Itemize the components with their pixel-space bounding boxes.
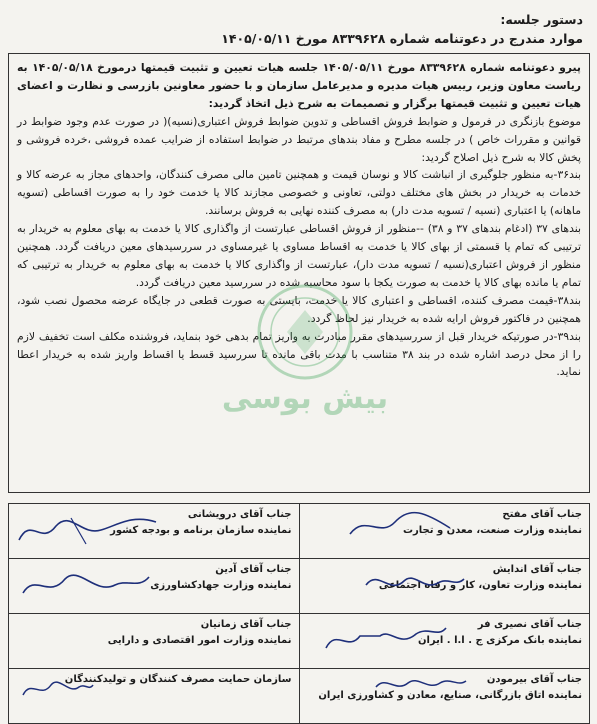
signatory-name: جناب آقای آدین (215, 564, 292, 575)
agenda-label: دستور جلسه: (500, 12, 583, 27)
agenda-header (13, 10, 583, 50)
signatory-name: جناب آقای بیرمودن (486, 674, 582, 685)
signatory-name: جناب آقای اندایش (492, 564, 582, 575)
signatory-name: جناب آقای مفتح (502, 509, 582, 520)
watermark-text: بیش بوسی (221, 381, 389, 416)
signatory-cell (299, 614, 590, 669)
signatures-table (8, 503, 590, 724)
paragraph-clause-39: بند۳۹-در صورتیکه خریدار قبل از سررسیدهای مقرر مبادرت به واریز تمام بدهی خود بنماید، فروشنده مکلف است تخفیف لازم را از محل درصد اشاره شده در بند ۳۸ متناسب با مدت باقی مانده تا سررسید قسط یا اقساط واریز شده به خریدار اعطا نماید. (17, 329, 581, 379)
signatory-cell (9, 559, 300, 614)
intro-paragraph: پیرو دعوتنامه شماره ۸۳۳۹۶۲۸ مورخ ۱۴۰۵/۰۵/۱۱ جلسه هیات تعیین و تثبیت قیمتها درمورخ ۱۴۰۵/۰۵/۱۸ به ریاست معاون وزیر، رییس هیات مدیره و مدیرعامل سازمان و با حضور معاونین بازرسی و نظارت و اعضای هیات تعیین و تثبیت قیمتها برگزار و تصمیمات به شرح ذیل اتخاذ گردید: (17, 61, 581, 110)
signatory-org: نماینده سازمان برنامه و بودجه کشور (110, 525, 292, 536)
signatory-org: نماینده وزارت صنعت، معدن و تجارت (402, 525, 582, 536)
signatory-cell (299, 504, 590, 559)
signatory-name: جناب آقای زمانیان (200, 619, 292, 630)
minutes-content (8, 53, 590, 493)
paragraph-revision: موضوع بازنگری در فرمول و ضوابط فروش اقساطی و تدوین ضوابط فروش اعتباری(نسیه)( در صورت عدم وجود ضوابط در قوانین و مقررات خاص ) در جلسه مطرح و مفاد بندهای مرتبط در ضوابط استفاده از ضرایب عمده فروشی ،خرده فروشی و پخش کالا به شرح ذیل اصلاح گردید: (17, 114, 581, 164)
signatory-name: جناب آقای نصیری فر (477, 619, 582, 630)
signatory-org: نماینده وزارت جهادکشاورزی (150, 580, 292, 591)
signatory-cell (9, 669, 300, 724)
signatory-name: سازمان حمایت مصرف کنندگان و تولیدکنندگان (64, 674, 292, 685)
agenda-text: موارد مندرج در دعوتنامه شماره ۸۳۳۹۶۲۸ مورخ ۱۴۰۵/۰۵/۱۱ (221, 31, 583, 46)
paragraph-clause-36: بند۳۶-به منظور جلوگیری از انباشت کالا و نوسان قیمت و همچنین تامین مالی مصرف کنندگان، واحدهای مجاز به عرضه کالا و خدمات به خریدار در بخش های مختلف دولتی، تعاونی و خصوصی مجازند کالا یا خدمت خود را به صورت اقساطی (تسویه ماهانه) یا اعتباری (نسیه / تسویه مدت دار) به مصرف کننده نهایی به فروش برسانند. (17, 168, 581, 218)
signatory-cell (299, 559, 590, 614)
paragraph-clause-37: بندهای ۳۷ (ادغام بندهای ۳۷ و ۳۸) --منظور از فروش اقساطی عبارتست از واگذاری کالا یا خدمت به بهای معلوم به خریدار به ترتیبی که تمام یا قسمتی از بهای کالا یا خدمت به اقساط مساوی یا غیرمساوی در سررسیدهای معین دریافت گردد. همچنین منظور از فروش اعتباری(نسیه / تسویه مدت دار)، عبارتست از واگذاری کالا یا خدمت به بهای معلوم به خریدار به ترتیبی که تمام یا مانده بهای کالا یا خدمت به صورت یکجا با سود محاسبه شده در سررسید معین دریافت گردد. (17, 222, 581, 289)
paragraph-clause-38: بند۳۸-قیمت مصرف کننده، اقساطی و اعتباری کالا یا خدمت، بایستی به صورت قطعی در جایگاه عرضه محصول نصب شود، همچنین در فاکتور فروش ارایه شده به خریدار نیز لحاظ گردد. (17, 293, 581, 325)
signatory-org: نماینده اتاق بازرگانی، صنایع، معادن و کشاورزی ایران (318, 690, 582, 701)
signatory-cell (299, 669, 590, 724)
signatory-name: جناب آقای درویشانی (187, 509, 292, 520)
signatory-cell (9, 614, 300, 669)
signatory-org: نماینده وزارت تعاون، کار و رفاه اجتماعی (378, 580, 582, 591)
signatory-org: نماینده وزارت امور اقتصادی و دارایی (107, 635, 292, 646)
signatory-cell (9, 504, 300, 559)
signatory-org: نماینده بانک مرکزی ج . ا.ا . ایران (417, 635, 582, 646)
